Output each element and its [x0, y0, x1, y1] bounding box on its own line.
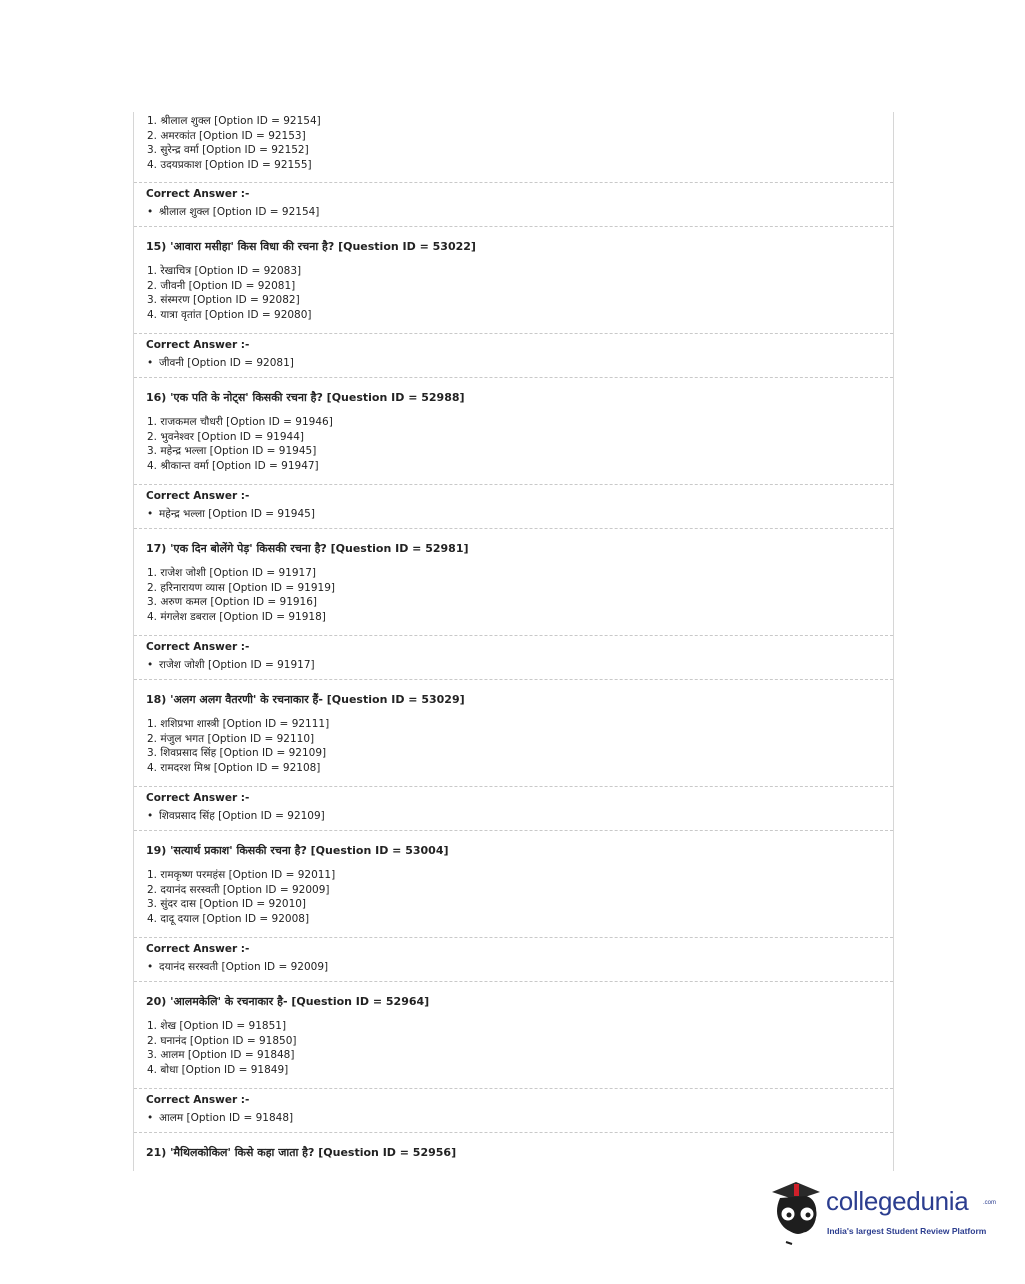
question-title: 17) 'एक दिन बोलेंगे पेड़' किसकी रचना है? [Question ID = 52981] [146, 542, 469, 555]
correct-answer-label: Correct Answer :- [146, 490, 250, 502]
correct-answer-item [147, 1111, 293, 1125]
option-item: 4. दादू दयाल [Option ID = 92008] [147, 913, 310, 926]
brand-name: collegedunia [826, 1186, 969, 1216]
divider [134, 333, 893, 334]
divider [134, 786, 893, 787]
options-list [134, 717, 893, 776]
bullet-icon: • [147, 659, 154, 671]
option-item: 4. बोधा [Option ID = 91849] [147, 1064, 289, 1077]
option-item: 3. महेन्द्र भल्ला [Option ID = 91945] [147, 445, 317, 458]
option-item: 4. उदयप्रकाश [Option ID = 92155] [147, 159, 312, 172]
correct-answer-text: जीवनी [Option ID = 92081] [159, 357, 294, 369]
question-paper-sheet [133, 112, 894, 1171]
bullet-icon: • [147, 206, 154, 218]
bullet-icon: • [147, 810, 154, 822]
divider [134, 679, 893, 680]
option-item: 1. राजकमल चौधरी [Option ID = 91946] [147, 416, 333, 428]
option-item: 2. हरिनारायण व्यास [Option ID = 91919] [147, 581, 335, 594]
correct-answer-label: Correct Answer :- [146, 641, 250, 653]
option-item: 3. आलम [Option ID = 91848] [147, 1049, 295, 1062]
divider [134, 528, 893, 529]
option-item: 2. घनानंद [Option ID = 91850] [147, 1034, 297, 1047]
graduate-mascot-icon [766, 1178, 824, 1246]
correct-answer-label: Correct Answer :- [146, 1094, 250, 1106]
options-list [134, 566, 893, 625]
option-item: 1. रेखाचित्र [Option ID = 92083] [147, 265, 302, 277]
correct-answer-item [147, 356, 294, 370]
divider [134, 981, 893, 982]
correct-answer-text: शिवप्रसाद सिंह [Option ID = 92109] [159, 810, 325, 822]
option-item: 2. जीवनी [Option ID = 92081] [147, 279, 296, 292]
correct-answer-label: Correct Answer :- [146, 188, 250, 200]
option-item: 3. अरुण कमल [Option ID = 91916] [147, 596, 318, 609]
divider [134, 226, 893, 227]
divider [134, 937, 893, 938]
option-item: 2. अमरकांत [Option ID = 92153] [147, 129, 306, 142]
options-list [134, 264, 893, 323]
collegedunia-logo [766, 1178, 996, 1248]
correct-answer-label: Correct Answer :- [146, 943, 250, 955]
question-title: 15) 'आवारा मसीहा' किस विधा की रचना है? [Question ID = 53022] [146, 240, 476, 253]
option-item: 1. राजेश जोशी [Option ID = 91917] [147, 567, 316, 579]
divider [134, 830, 893, 831]
options-list [134, 415, 893, 474]
divider [134, 182, 893, 183]
option-item: 3. सुंदर दास [Option ID = 92010] [147, 898, 307, 911]
correct-answer-text: दयानंद सरस्वती [Option ID = 92009] [159, 961, 329, 973]
question-title: 20) 'आलमकेलि' के रचनाकार है- [Question ID = 52964] [146, 995, 430, 1008]
option-item: 2. भुवनेश्वर [Option ID = 91944] [147, 430, 304, 443]
option-item: 4. यात्रा वृतांत [Option ID = 92080] [147, 309, 312, 322]
option-item: 3. शिवप्रसाद सिंह [Option ID = 92109] [147, 747, 327, 760]
divider [134, 1088, 893, 1089]
brand-tagline: India's largest Student Review Platform [827, 1226, 987, 1236]
option-item: 2. दयानंद सरस्वती [Option ID = 92009] [147, 883, 330, 896]
correct-answer-item [147, 960, 328, 974]
option-item: 3. सुरेन्द्र वर्मा [Option ID = 92152] [147, 144, 309, 157]
divider [134, 1132, 893, 1133]
bullet-icon: • [147, 508, 154, 520]
correct-answer-text: आलम [Option ID = 91848] [159, 1112, 294, 1124]
option-item: 4. श्रीकान्त वर्मा [Option ID = 91947] [147, 460, 319, 473]
correct-answer-item [147, 658, 315, 672]
option-item: 4. मंगलेश डबराल [Option ID = 91918] [147, 611, 326, 624]
correct-answer-text: महेन्द्र भल्ला [Option ID = 91945] [159, 508, 315, 520]
bullet-icon: • [147, 1112, 154, 1124]
option-item: 2. मंजुल भगत [Option ID = 92110] [147, 732, 315, 745]
correct-answer-text: श्रीलाल शुक्ल [Option ID = 92154] [159, 206, 320, 218]
correct-answer-item [147, 809, 325, 823]
bullet-icon: • [147, 961, 154, 973]
divider [134, 484, 893, 485]
divider [134, 377, 893, 378]
question-title: 18) 'अलग अलग वैतरणी' के रचनाकार हैं- [Question ID = 53029] [146, 693, 465, 706]
correct-answer-label: Correct Answer :- [146, 339, 250, 351]
question-title: 19) 'सत्यार्थ प्रकाश' किसकी रचना है? [Question ID = 53004] [146, 844, 449, 857]
options-list [134, 1019, 893, 1078]
question-title: 16) 'एक पति के नोट्स' किसकी रचना है? [Question ID = 52988] [146, 391, 465, 404]
options-list [134, 114, 893, 173]
bullet-icon: • [147, 357, 154, 369]
correct-answer-label: Correct Answer :- [146, 792, 250, 804]
option-item: 3. संस्मरण [Option ID = 92082] [147, 294, 300, 307]
option-item: 1. रामकृष्ण परमहंस [Option ID = 92011] [147, 869, 336, 881]
divider [134, 635, 893, 636]
option-item: 1. शेख [Option ID = 91851] [147, 1020, 287, 1032]
options-list [134, 868, 893, 927]
option-item: 1. श्रीलाल शुक्ल [Option ID = 92154] [147, 115, 321, 127]
correct-answer-text: राजेश जोशी [Option ID = 91917] [159, 659, 315, 671]
brand-suffix: .com [983, 1200, 997, 1206]
option-item: 4. रामदरश मिश्र [Option ID = 92108] [147, 762, 321, 775]
option-item: 1. शशिप्रभा शास्त्री [Option ID = 92111] [147, 718, 330, 730]
correct-answer-item [147, 507, 315, 521]
correct-answer-item [147, 205, 319, 219]
question-title: 21) 'मैथिलकोकिल' किसे कहा जाता है? [Question ID = 52956] [146, 1146, 457, 1159]
